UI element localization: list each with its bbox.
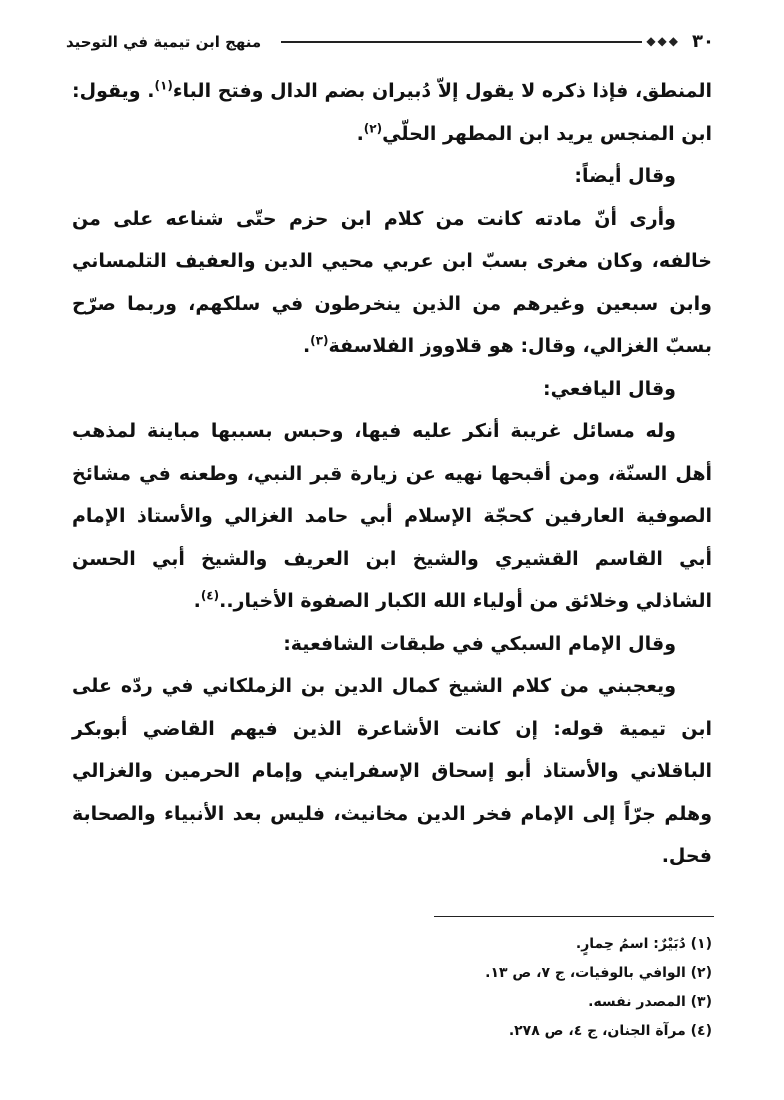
diamond-ornament-icon: ◆◆◆ — [642, 31, 680, 51]
footnote-ref-3: (٣) — [310, 333, 329, 348]
paragraph-3-end: . — [193, 590, 201, 612]
footnote-1: (١) دُبَيْرٌ: اسمُ حِمارٍ. — [575, 936, 712, 952]
footnote-ref-4: (٤) — [200, 588, 220, 603]
quote-label-3: وقال الإمام السبكي في طبقات الشافعية: — [283, 632, 676, 655]
quote-label-2: وقال اليافعي: — [542, 377, 676, 400]
paragraph-3 — [72, 410, 712, 623]
footnote-4: (٤) مرآة الجنان، ج ٤، ص ٢٧٨. — [508, 1023, 712, 1039]
quote-label-1: وقال أيضاً: — [574, 165, 676, 187]
footnote-3: (٣) المصدر نفسه. — [588, 994, 712, 1010]
paragraph-1-tail: . ويقول: ابن المنجس يريد ابن المطهر الحلّي — [72, 80, 712, 145]
page-number: ٣٠ — [692, 31, 714, 52]
footnote-ref-2: (٢) — [363, 121, 383, 136]
paragraph-4: ويعجبني من كلام الشيخ كمال الدين بن الزملكاني في ردّه على ابن تيمية قوله: إن كانت الأشاعرة الذين فيهم القاضي أبوبكر الباقلاني والأستاذ أبو إسحاق الإسفرايني وإمام الحرمين والغزالي وهلم جرّاً إلى الإمام فخر الدين مخانيث، فليس بعد الأنبياء والصحابة فحل. — [72, 675, 712, 867]
paragraph-2 — [72, 198, 712, 368]
footnote-2: (٢) الوافي بالوفيات، ج ٧، ص ١٣. — [485, 965, 712, 981]
footnote-rule — [434, 916, 714, 917]
footnotes — [200, 930, 712, 1046]
paragraph-1 — [72, 70, 712, 155]
footnote-ref-1: (١) — [154, 78, 173, 93]
book-title: منهج ابن تيمية في التوحيد — [66, 33, 262, 51]
main-text — [72, 70, 712, 878]
paragraph-2-text: وأرى أنّ مادته كانت من كلام ابن حزم حتّى شناعه على من خالفه، وكان مغرى بسبّ ابن عربي محيي الدين والعفيف التلمساني وابن سبعين وغيرهم من الذين ينخرطون في سلكهم، وربما صرّح بسبّ الغزالي، وقال: هو قلاووز الفلاسفة — [72, 207, 712, 357]
paragraph-2-end: . — [302, 335, 311, 357]
paragraph-1-text: المنطق، فإذا ذكره لا يقول إلاّ دُبيران بضم الدال وفتح الباء — [172, 80, 712, 102]
header-rule — [281, 41, 680, 43]
paragraph-1-end: . — [356, 122, 364, 145]
paragraph-3-text: وله مسائل غريبة أنكر عليه فيها، وحبس بسببها مباينة لمذهب أهل السنّة، ومن أقبحها نهيه عن زيارة قبر النبي، وطعنه في مشائخ الصوفية العارفين كحجّة الإسلام أبي حامد الغزالي والأستاذ الإمام أبي القاسم القشيري والشيخ ابن العريف والشيخ أبي الحسن الشاذلي وخلائق من أولياء الله الكبار الصفوة الأخيار.. — [72, 420, 712, 612]
running-header — [66, 30, 714, 54]
